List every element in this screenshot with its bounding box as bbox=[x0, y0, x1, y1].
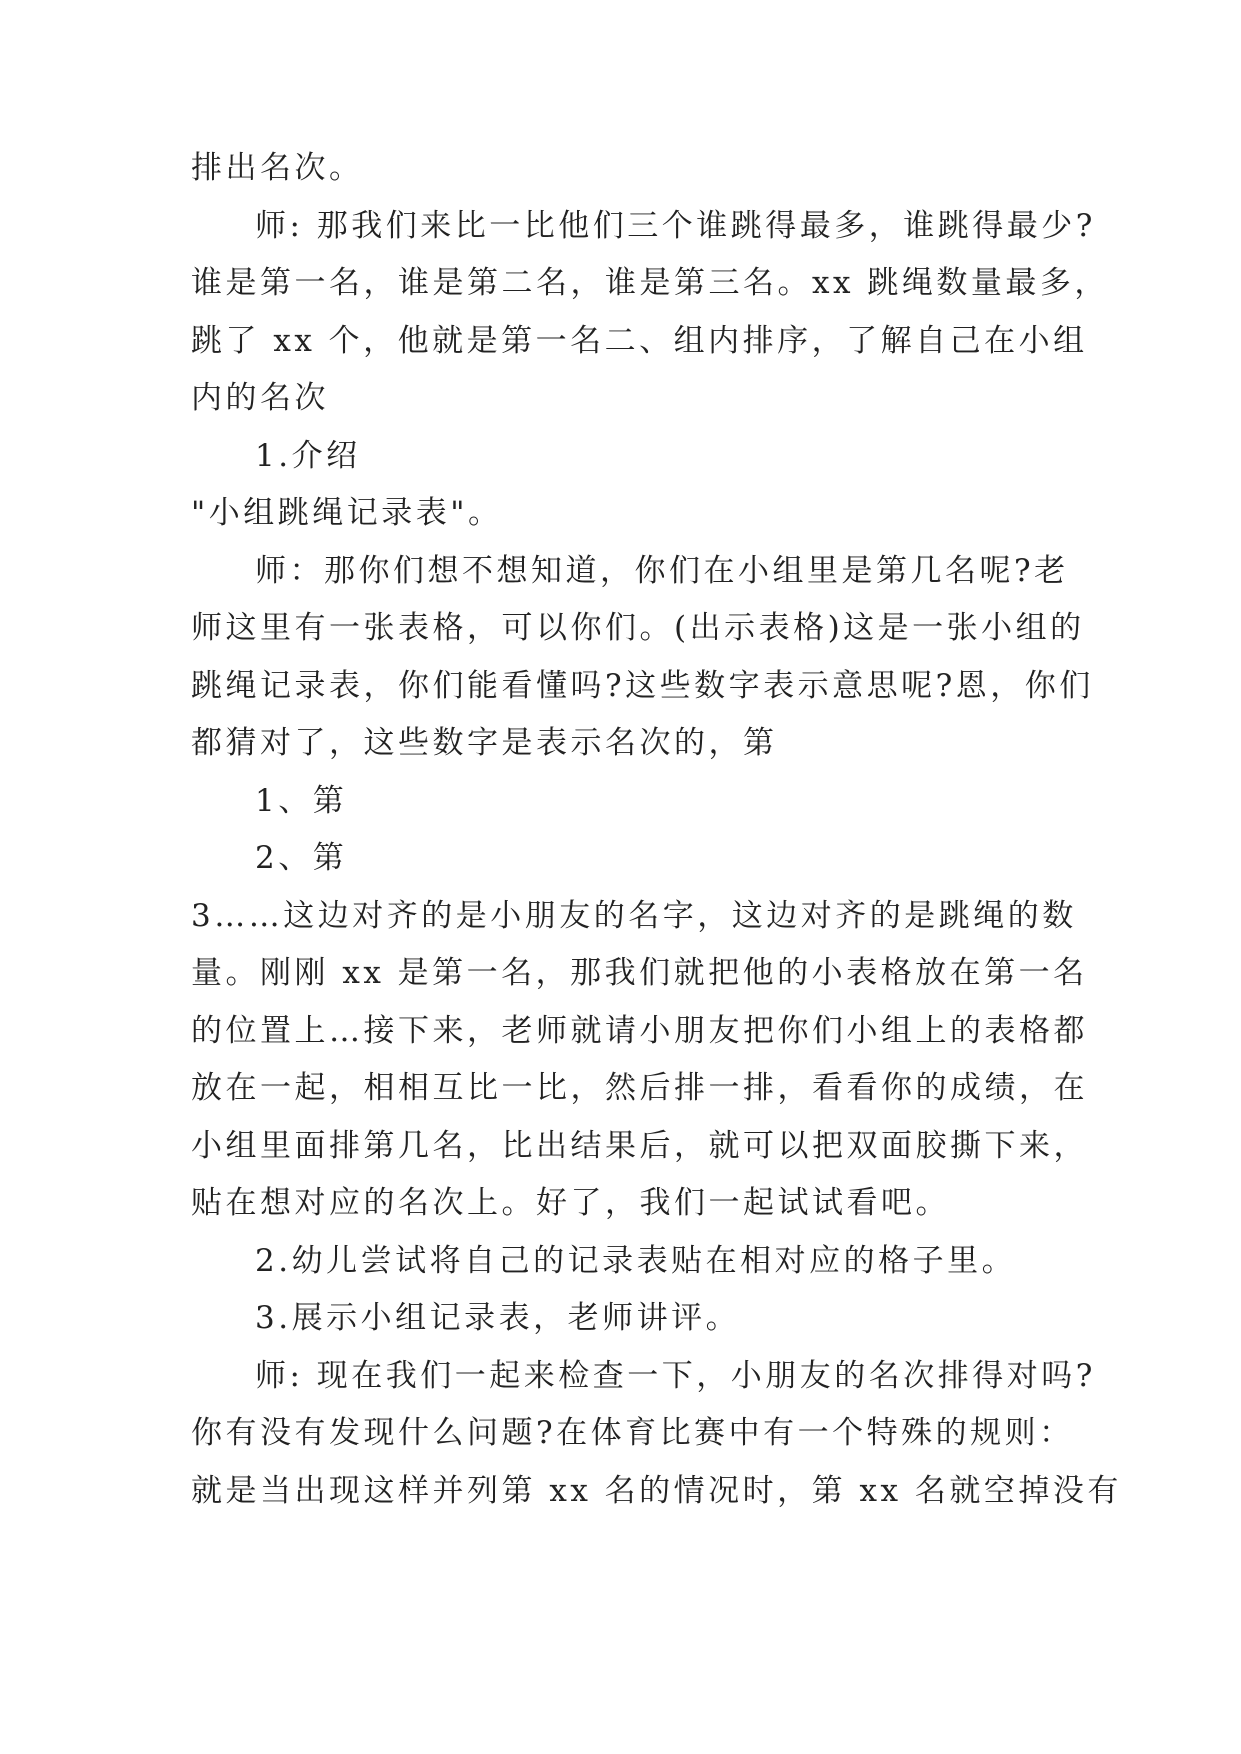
text-line: 贴在想对应的名次上。好了，我们一起试试看吧。 bbox=[191, 1185, 950, 1221]
list-item: 2.幼儿尝试将自己的记录表贴在相对应的格子里。 bbox=[255, 1243, 1017, 1279]
paragraph-line: 师：那你们想不想知道，你们在小组里是第几名呢?老 bbox=[255, 553, 1069, 589]
paragraph-line: 师: 那我们来比一比他们三个谁跳得最多，谁跳得最少? bbox=[255, 208, 1096, 244]
paragraph-line: 师: 现在我们一起来检查一下，小朋友的名次排得对吗? bbox=[255, 1358, 1096, 1394]
text-line: 的位置上…接下来，老师就请小朋友把你们小组上的表格都 bbox=[191, 1013, 1088, 1049]
text-line: 排出名次。 bbox=[191, 150, 364, 186]
text-line: 量。刚刚 xx 是第一名，那我们就把他的小表格放在第一名 bbox=[191, 955, 1088, 991]
text-line: "小组跳绳记录表"。 bbox=[191, 495, 503, 531]
text-line: 跳绳记录表，你们能看懂吗?这些数字表示意思呢?恩，你们 bbox=[191, 668, 1094, 704]
text-line: 小组里面排第几名，比出结果后，就可以把双面胶撕下来， bbox=[191, 1128, 1088, 1164]
text-line: 就是当出现这样并列第 xx 名的情况时，第 xx 名就空掉没有 bbox=[191, 1473, 1122, 1509]
text-line: 师这里有一张表格，可以你们。(出示表格)这是一张小组的 bbox=[191, 610, 1085, 646]
list-item: 3.展示小组记录表，老师讲评。 bbox=[255, 1300, 741, 1336]
text-line: 你有没有发现什么问题?在体育比赛中有一个特殊的规则： bbox=[191, 1415, 1074, 1451]
list-item: 1.介绍 bbox=[255, 438, 361, 474]
text-line: 放在一起，相相互比一比，然后排一排，看看你的成绩，在 bbox=[191, 1070, 1088, 1106]
text-line: 都猜对了，这些数字是表示名次的，第 bbox=[191, 725, 778, 761]
list-item: 2、第 bbox=[255, 840, 348, 876]
text-line: 内的名次 bbox=[191, 380, 329, 416]
list-item: 1、第 bbox=[255, 783, 348, 819]
text-line: 谁是第一名，谁是第二名，谁是第三名。xx 跳绳数量最多， bbox=[191, 265, 1109, 301]
text-line: 跳了 xx 个，他就是第一名二、组内排序，了解自己在小组 bbox=[191, 323, 1088, 359]
text-line: 3……这边对齐的是小朋友的名字，这边对齐的是跳绳的数 bbox=[191, 898, 1077, 934]
